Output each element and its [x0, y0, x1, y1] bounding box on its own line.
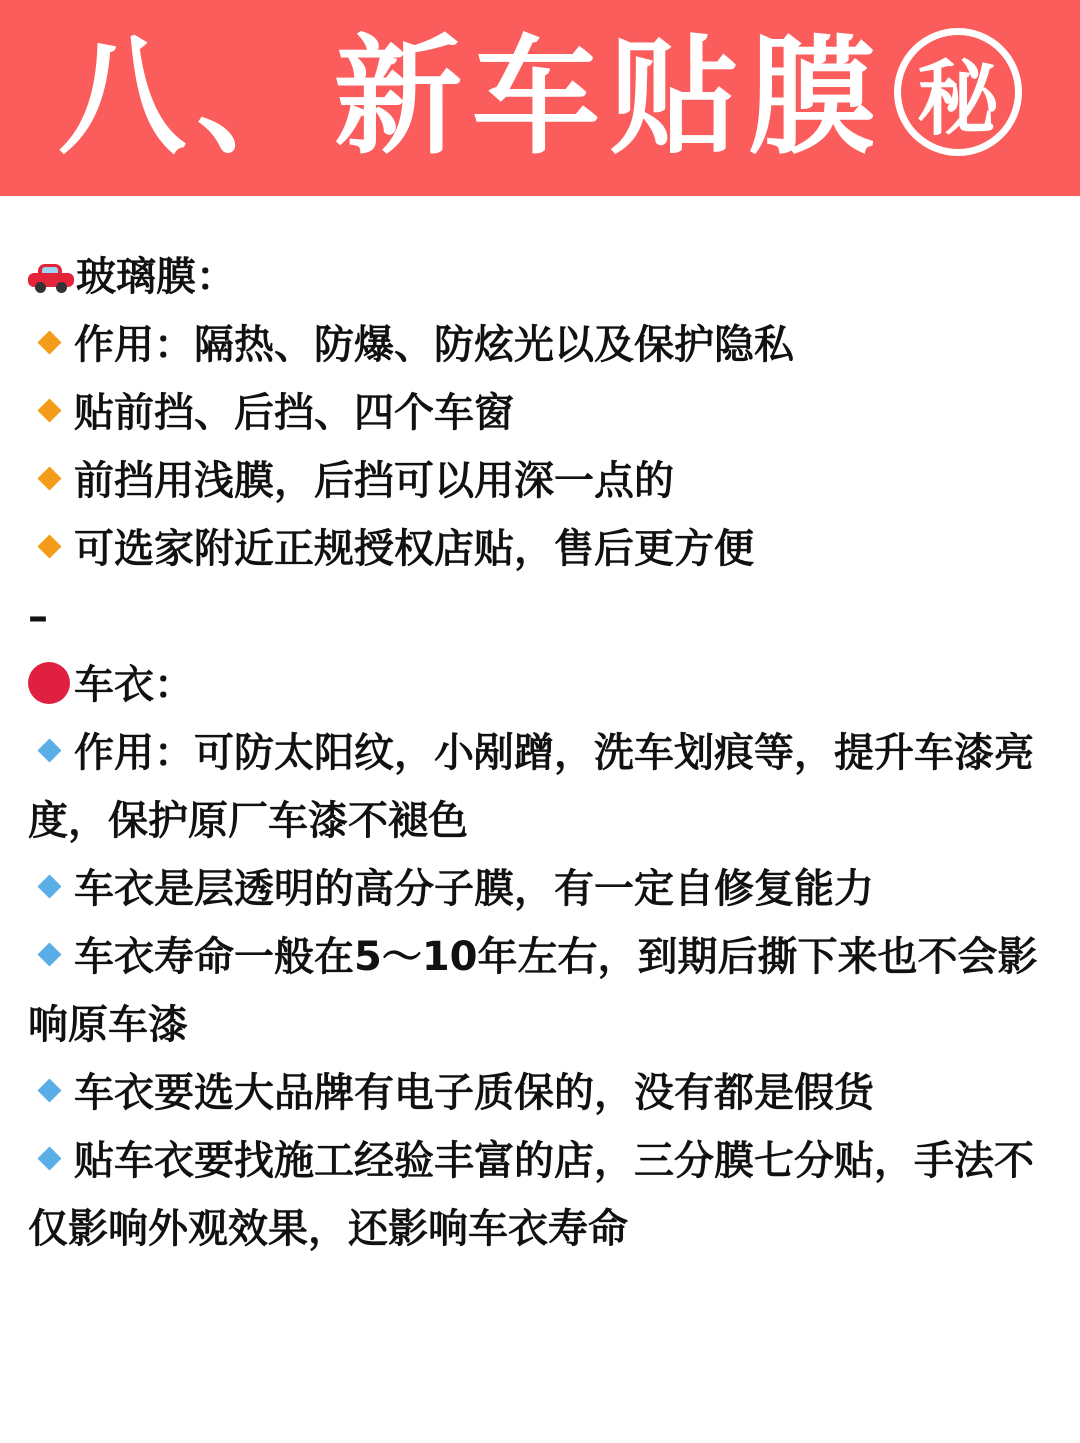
blue-diamond-icon [37, 1078, 61, 1102]
list-item [28, 1059, 1058, 1127]
blue-diamond-icon [37, 1146, 61, 1170]
list-item-text: 作用：可防太阳纹，小剐蹭，洗车划痕等，提升车漆亮度，保护原厂车漆不褪色 [28, 730, 1034, 844]
blue-diamond-icon [37, 738, 61, 762]
list-item-text: 前挡用浅膜，后挡可以用深一点的 [74, 458, 674, 504]
title-banner [0, 0, 1080, 196]
list-item-text: 作用：隔热、防爆、防炫光以及保护隐私 [74, 322, 794, 368]
orange-diamond-icon [37, 398, 61, 422]
list-item [28, 923, 1058, 1059]
secret-badge: 秘 [894, 28, 1022, 156]
blue-diamond-icon [37, 874, 61, 898]
orange-diamond-icon [37, 466, 61, 490]
list-item [28, 447, 1058, 515]
list-item [28, 719, 1058, 855]
list-item [28, 379, 1058, 447]
list-item-text: 车衣是层透明的高分子膜，有一定自修复能力 [74, 866, 874, 912]
list-item [28, 855, 1058, 923]
list-item-text: 车衣寿命一般在5～10年左右，到期后撕下来也不会影响原车漆 [28, 934, 1038, 1048]
orange-diamond-icon [37, 330, 61, 354]
blue-diamond-icon [37, 942, 61, 966]
section-separator: – [28, 594, 48, 640]
article-body [28, 243, 1058, 1263]
orange-diamond-icon [37, 534, 61, 558]
list-item-text: 贴车衣要找施工经验丰富的店，三分膜七分贴，手法不仅影响外观效果，还影响车衣寿命 [28, 1138, 1034, 1252]
list-item [28, 515, 1058, 583]
section-heading-label: 车衣： [74, 662, 194, 708]
car-icon [28, 262, 74, 292]
list-item-text: 贴前挡、后挡、四个车窗 [74, 390, 514, 436]
list-item [28, 1127, 1058, 1263]
red-circle-icon [28, 662, 70, 704]
list-item-text: 可选家附近正规授权店贴，售后更方便 [74, 526, 754, 572]
section-heading-label: 玻璃膜： [76, 254, 236, 300]
list-item-text: 车衣要选大品牌有电子质保的，没有都是假货 [74, 1070, 874, 1116]
section-heading-car-wrap [28, 651, 1058, 719]
list-item [28, 311, 1058, 379]
section-heading-glass-film [28, 243, 1058, 311]
page-title: 八、新车贴膜 [57, 23, 886, 172]
